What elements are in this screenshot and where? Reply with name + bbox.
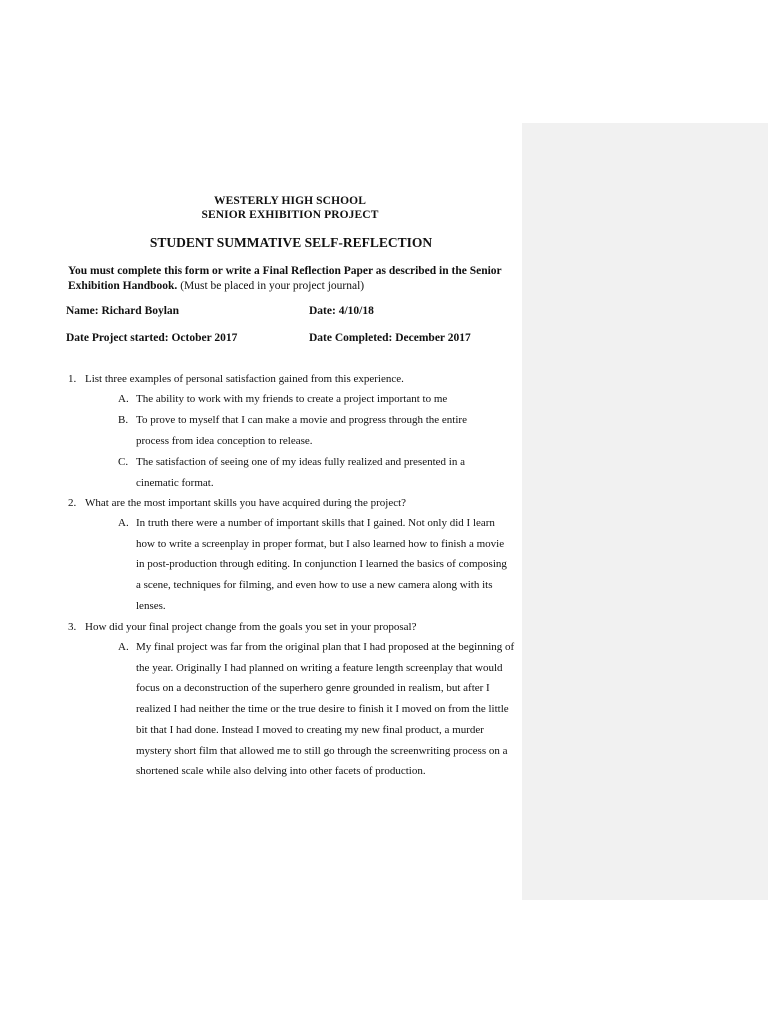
date-started-field: Date Project started: October 2017: [66, 332, 238, 344]
answer-text: In truth there were a number of important skills that I gained. Not only did I learn how to write a screenplay in proper format, but I also learned how to finish a movie in post-production through editing. In conjunction I learned the basics of composing a scene, techniques for filming, and even how to use a new camera along with its lenses.: [136, 517, 507, 612]
answer-letter: A.: [118, 517, 129, 529]
answer-text: My final project was far from the original plan that I had proposed at the beginning of the year. Originally I had planned on writing a feature length screenplay that would focus on a deconstruction of the superhero genre grounded in realism, but after I realized I had neither the time or the true desire to finish it I moved on from the little bit that I had done. Instead I moved to creating my new final product, a murder mystery short film that allowed me to still go through the screenwriting process on a shortened scale while also delving into other facets of production.: [136, 641, 515, 778]
answer-text: The ability to work with my friends to create a project important to me: [136, 393, 448, 405]
question-text: What are the most important skills you have acquired during the project?: [85, 497, 407, 509]
instructions: [68, 264, 508, 294]
answer-text: The satisfaction of seeing one of my ideas fully realized and presented in a cinematic format.: [136, 456, 465, 489]
question-3: [68, 621, 416, 633]
answer-letter: B.: [118, 414, 129, 426]
question-text: How did your final project change from the goals you set in your proposal?: [85, 621, 417, 633]
answer-text: To prove to myself that I can make a movie and progress through the entire process from idea conception to release.: [136, 414, 467, 447]
instructions-text: You must complete this form or write a Final Reflection Paper as described in the Senior Exhibition Handbook.: [68, 265, 502, 292]
date-completed-field: Date Completed: December 2017: [309, 332, 471, 344]
school-name: WESTERLY HIGH SCHOOL: [214, 195, 366, 207]
page-title: STUDENT SUMMATIVE SELF-REFLECTION: [149, 235, 433, 250]
answer-2a: [118, 513, 510, 617]
name-field: Name: Richard Boylan: [66, 305, 180, 317]
question-2: [68, 497, 406, 509]
answer-letter: A.: [118, 641, 129, 653]
answer-1b: [118, 410, 498, 451]
question-number: 3.: [68, 621, 77, 633]
question-number: 1.: [68, 373, 77, 385]
question-text: List three examples of personal satisfaction gained from this experience.: [85, 373, 404, 385]
instructions-note: (Must be placed in your project journal): [177, 280, 365, 292]
date-field: Date: 4/10/18: [309, 305, 374, 317]
question-1: [68, 373, 404, 385]
answer-letter: C.: [118, 456, 129, 468]
answer-1c: [118, 452, 508, 493]
answer-3a: [118, 637, 518, 782]
answer-letter: A.: [118, 393, 129, 405]
project-name: SENIOR EXHIBITION PROJECT: [201, 209, 379, 221]
question-number: 2.: [68, 497, 77, 509]
answer-1a: [118, 389, 518, 410]
